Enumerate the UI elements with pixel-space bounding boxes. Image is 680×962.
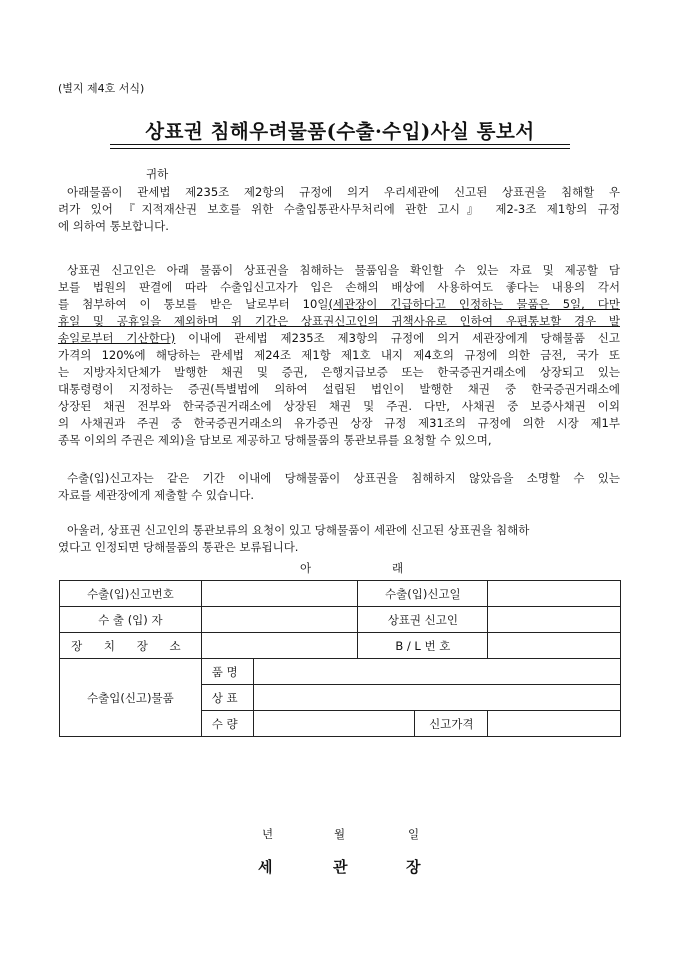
title-rule-line-bottom xyxy=(110,148,570,149)
paragraph-1-line: 에 의하여 통보합니다. xyxy=(58,219,169,233)
label-storage: 장 치 장 소 xyxy=(60,633,202,659)
title-double-rule xyxy=(110,144,570,151)
date-year: 년 xyxy=(262,827,274,841)
paragraph-2-line: 보를 법원의 판결에 따라 수출입신고자가 입은 손해의 배상에 사용하여도 좋다는 내용의 각서 xyxy=(58,280,620,294)
paragraph-4 xyxy=(58,522,620,556)
label-trademark-reporter: 상표권 신고인 xyxy=(358,607,488,633)
paragraph-2-line: 의 사채권과 주권 중 한국증권거래소의 유가증권 상장 규정 제31조의 규정에 의한 시장 제1부 xyxy=(58,416,620,430)
value-storage xyxy=(201,633,358,659)
office-char: 장 xyxy=(406,858,421,876)
date-month: 월 xyxy=(334,827,346,841)
label-declared-price: 신고가격 xyxy=(415,711,488,737)
value-trademark xyxy=(253,685,620,711)
paragraph-2-line: 상표권 신고인은 아래 물품이 상표권을 침해하는 물품임을 확인할 수 있는 자료 및 제공할 담 xyxy=(67,263,620,277)
label-decl-number: 수출(입)신고번호 xyxy=(60,581,202,607)
label-decl-date: 수출(입)신고일 xyxy=(358,581,488,607)
label-quantity: 수 량 xyxy=(201,711,253,737)
paragraph-2 xyxy=(58,262,620,449)
goods-info-table xyxy=(59,580,621,737)
table-row xyxy=(60,633,621,659)
paragraph-2-line: 대통령령이 지정하는 증권(특별법에 의하여 설립된 법인이 발행한 채권 중 한국증권거래소에 xyxy=(58,382,620,396)
below-heading xyxy=(0,560,680,576)
value-item-name xyxy=(253,659,620,685)
table-row xyxy=(60,607,621,633)
paragraph-2-text: 이내에 관세법 제235조 제3항의 규정에 의거 세관장에게 당해물품 신고 xyxy=(175,331,620,345)
value-exporter xyxy=(201,607,358,633)
value-quantity xyxy=(253,711,415,737)
document-title: 상표권 침해우려물품(수출·수입)사실 통보서 xyxy=(145,120,535,143)
paragraph-2-line: 가격의 120%에 해당하는 관세법 제24조 제1항 제1호 내지 제4호의 규정에 의한 금전, 국가 또 xyxy=(58,348,620,362)
paragraph-1-line: 아래물품이 관세법 제235조 제2항의 규정에 의거 우리세관에 신고된 상표권을 침해할 우 xyxy=(67,185,620,199)
paragraph-1 xyxy=(58,184,620,235)
value-trademark-reporter xyxy=(488,607,621,633)
paragraph-2-underlined-text: 송일로부터 기산한다) xyxy=(58,331,176,345)
paragraph-3-line: 자료를 세관장에게 제출할 수 있습니다. xyxy=(58,488,255,502)
form-label: (별지 제4호 서식) xyxy=(58,82,145,95)
value-declared-price xyxy=(488,711,621,737)
table-row xyxy=(60,659,621,685)
title-rule-line-top xyxy=(110,144,570,145)
below-heading-char: 래 xyxy=(392,561,404,575)
label-item-name: 품 명 xyxy=(201,659,253,685)
office-char: 관 xyxy=(333,858,348,876)
paragraph-2-line xyxy=(58,313,620,330)
paragraph-2-line xyxy=(58,330,620,347)
value-bl-number xyxy=(488,633,621,659)
paragraph-4-line: 아울러, 상표권 신고인의 통관보류의 요청이 있고 당해물품이 세관에 신고된 상표권을 침해하 xyxy=(67,523,530,537)
paragraph-3 xyxy=(58,470,620,504)
date-day: 일 xyxy=(408,827,420,841)
table-row xyxy=(60,581,621,607)
paragraph-2-line: 는 지방자치단체가 발행한 채권 및 증권, 은행지급보증 또는 한국증권거래소에 상장되고 있는 xyxy=(58,365,620,379)
office-char: 세 xyxy=(258,858,273,876)
paragraph-3-line: 수출(입)신고자는 같은 기간 이내에 당해물품이 상표권을 침해하지 않았음을 소명할 수 있는 xyxy=(67,471,620,485)
value-decl-number xyxy=(201,581,358,607)
paragraph-2-line: 종목 이외의 주권은 제외)을 담보로 제공하고 당해물품의 통관보류를 요청할 수 있으며, xyxy=(58,433,492,447)
label-trademark: 상 표 xyxy=(201,685,253,711)
label-goods: 수출입(신고)물품 xyxy=(60,659,202,737)
value-decl-date xyxy=(488,581,621,607)
paragraph-1-line: 려가 있어 『지적재산권 보호를 위한 수출입통관사무처리에 관한 고시』 제2-3조 제1항의 규정 xyxy=(58,202,620,216)
paragraph-2-text: 를 첨부하여 이 통보를 받은 날로부터 10일 xyxy=(58,297,329,311)
paragraph-4-line: 였다고 인정되면 당해물품의 통관은 보류됩니다. xyxy=(58,540,299,554)
below-heading-char: 아 xyxy=(300,561,312,575)
paragraph-2-underlined-text: 휴일 및 공휴일을 제외하며 위 기간은 상표권신고인의 귀책사유로 인하여 우편통보할 경우 발 xyxy=(58,314,620,328)
paragraph-2-line: 상장된 채권 전부와 한국증권거래소에 상장된 채권 및 주권. 다만, 사채권 중 보증사채권 이외 xyxy=(58,399,620,413)
label-bl-number: B / L 번 호 xyxy=(358,633,488,659)
paragraph-2-underlined-text: (세관장이 긴급하다고 인정하는 물품은 5일, 다만 xyxy=(328,297,620,311)
paragraph-2-line xyxy=(58,296,620,313)
recipient-line: 귀하 xyxy=(146,167,169,181)
label-exporter: 수 출 (입) 자 xyxy=(60,607,202,633)
